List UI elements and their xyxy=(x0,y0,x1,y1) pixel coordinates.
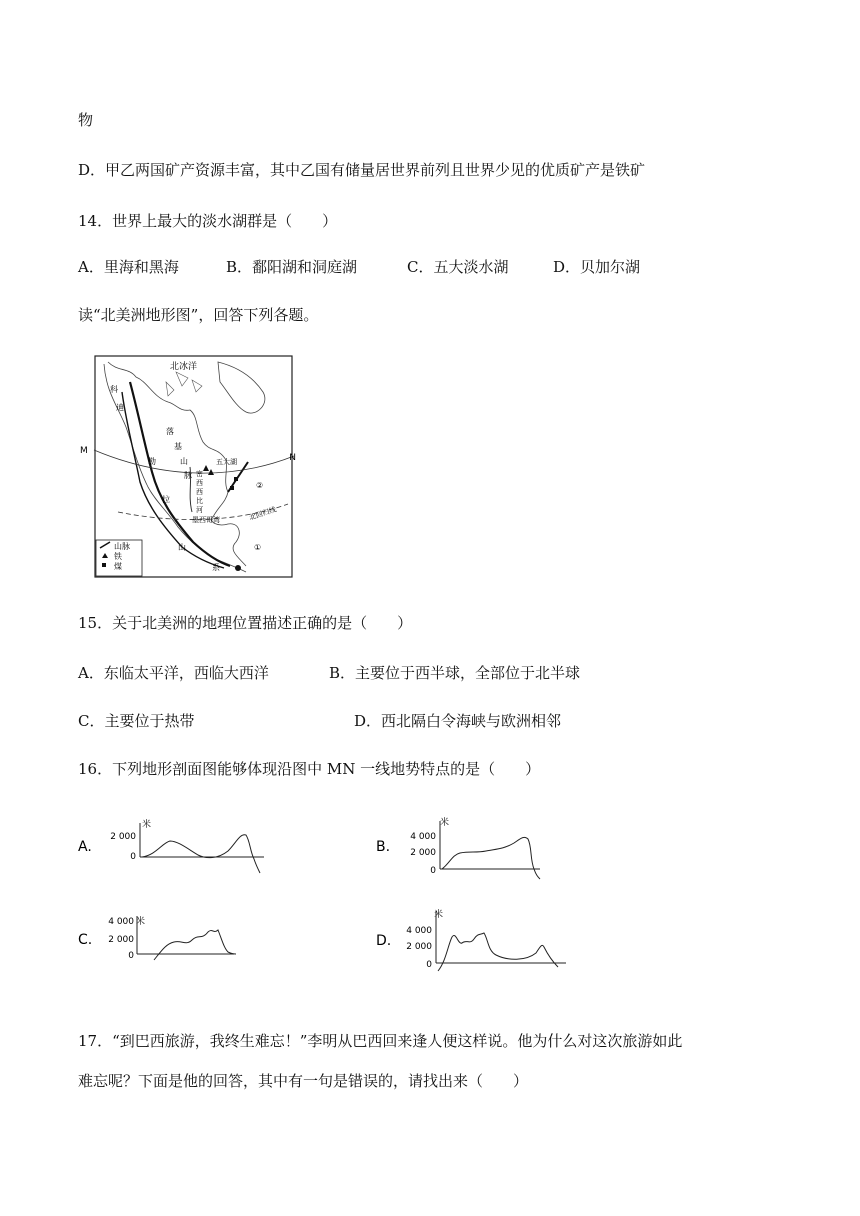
map-intro: 读“北美洲地形图”，回答下列各题。 xyxy=(78,306,319,324)
label-mark-2: ② xyxy=(256,481,264,490)
svg-text:D.: D. xyxy=(376,933,392,949)
profile-option-c[interactable] xyxy=(78,910,278,974)
profile-option-a[interactable] xyxy=(78,815,278,889)
profile-option-d[interactable] xyxy=(376,905,576,979)
svg-text:比: 比 xyxy=(196,497,203,505)
svg-text:2 000: 2 000 xyxy=(108,935,134,945)
q17-stem-line-1: 17．“到巴西旅游，我终生难忘！”李明从巴西回来逢人便这样说。他为什么对这次旅游如此 xyxy=(78,1032,683,1050)
map-figure xyxy=(78,352,296,580)
svg-text:4 000: 4 000 xyxy=(410,832,436,842)
svg-text:勒: 勒 xyxy=(148,457,156,466)
line-continuation: 物 xyxy=(78,111,94,129)
svg-text:山: 山 xyxy=(180,457,188,466)
legend-mountain: 山脉 xyxy=(114,542,130,551)
svg-text:脉: 脉 xyxy=(184,471,192,480)
profile-option-b[interactable] xyxy=(376,815,576,889)
q15-option-b[interactable]: B．主要位于西半球，全部位于北半球 xyxy=(329,664,581,682)
profile-b-unit: 米 xyxy=(440,818,450,828)
q15-stem: 15．关于北美洲的地理位置描述正确的是（ ） xyxy=(78,614,413,632)
label-m: M xyxy=(80,446,88,456)
label-gulf: 墨西哥湾 xyxy=(192,516,220,524)
svg-text:西: 西 xyxy=(196,488,203,496)
label-tropic: 北回归线 xyxy=(248,505,278,522)
svg-text:A.: A. xyxy=(78,839,92,855)
q15-option-a[interactable]: A．东临太平洋，西临大西洋 xyxy=(78,664,269,682)
svg-text:迪: 迪 xyxy=(116,403,124,412)
svg-text:4 000: 4 000 xyxy=(108,917,134,927)
q16-stem: 16．下列地形剖面图能够体现沿图中 MN 一线地势特点的是（ ） xyxy=(78,760,541,778)
svg-text:2 000: 2 000 xyxy=(406,942,432,952)
svg-text:拉: 拉 xyxy=(162,495,170,504)
legend-iron: 铁 xyxy=(114,552,122,561)
label-ocean: 北冰洋 xyxy=(170,362,198,372)
svg-text:2 000: 2 000 xyxy=(410,848,436,858)
svg-text:落: 落 xyxy=(166,427,174,436)
profile-d-unit: 米 xyxy=(434,910,444,920)
q15-option-d[interactable]: D．西北隔白令海峡与欧洲相邻 xyxy=(354,712,562,730)
q17-stem-line-2: 难忘呢？下面是他的回答，其中有一句是错误的，请找出来（ ） xyxy=(78,1072,529,1090)
label-n: N xyxy=(289,453,296,463)
svg-text:密: 密 xyxy=(196,470,203,478)
svg-text:B.: B. xyxy=(376,839,391,855)
svg-text:0: 0 xyxy=(430,866,436,876)
label-mark-1: ① xyxy=(254,543,262,552)
profile-c-unit: 米 xyxy=(136,917,146,927)
svg-text:基: 基 xyxy=(174,442,182,451)
svg-text:科: 科 xyxy=(110,385,118,394)
svg-text:0: 0 xyxy=(426,960,432,970)
legend-coal: 煤 xyxy=(114,562,122,571)
svg-text:山: 山 xyxy=(178,543,186,552)
label-mississippi xyxy=(196,469,203,514)
q14-stem: 14．世界上最大的淡水湖群是（ ） xyxy=(78,212,338,230)
svg-text:系: 系 xyxy=(212,563,220,572)
svg-text:4 000: 4 000 xyxy=(406,926,432,936)
svg-text:河: 河 xyxy=(196,506,203,514)
q14-option-b[interactable]: B．鄱阳湖和洞庭湖 xyxy=(226,258,358,276)
q14-option-c[interactable]: C．五大淡水湖 xyxy=(407,258,509,276)
svg-text:西: 西 xyxy=(196,479,203,487)
svg-text:0: 0 xyxy=(128,951,134,961)
q13-option-d: D．甲乙两国矿产资源丰富，其中乙国有储量居世界前列且世界少见的优质矿产是铁矿 xyxy=(78,161,646,179)
label-lakes: 五大湖 xyxy=(216,458,237,466)
q14-option-d[interactable]: D．贝加尔湖 xyxy=(553,258,641,276)
north-america-map xyxy=(78,352,296,580)
svg-text:2 000: 2 000 xyxy=(110,832,136,842)
svg-text:0: 0 xyxy=(130,852,136,862)
profile-a-unit: 米 xyxy=(142,820,152,830)
svg-text:C.: C. xyxy=(78,932,93,948)
q15-option-c[interactable]: C．主要位于热带 xyxy=(78,712,195,730)
q14-option-a[interactable]: A．里海和黑海 xyxy=(78,258,179,276)
